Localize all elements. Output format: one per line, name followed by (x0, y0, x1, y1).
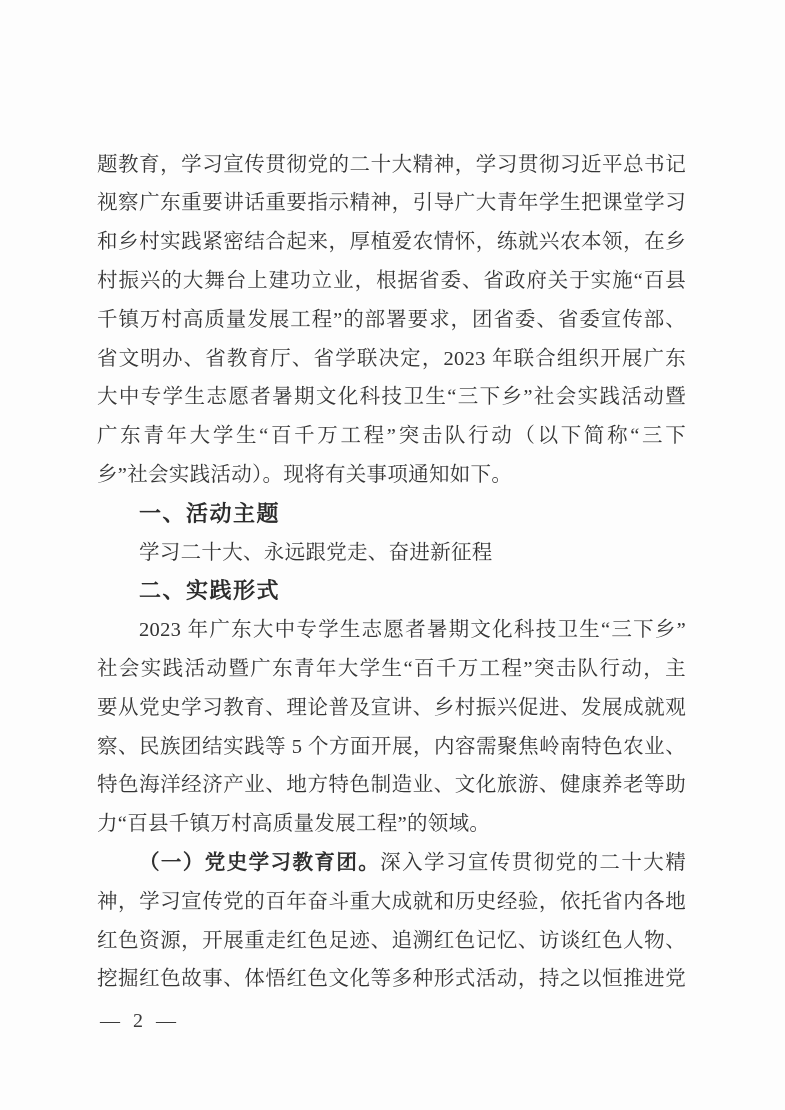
activity-theme-text: 学习二十大、永远跟党走、奋进新征程 (139, 541, 493, 564)
body-line: 和乡村实践紧密结合起来，厚植爱农情怀，练就兴农本领，在乡 (97, 231, 686, 254)
body-line: 乡”社会实践活动）。现将有关事项通知如下。 (97, 463, 513, 486)
body-line: 题教育，学习宣传贯彻党的二十大精神，学习贯彻习近平总书记 (97, 153, 686, 176)
body-line: 挖掘红色故事、体悟红色文化等多种形式活动，持之以恒推进党 (97, 968, 686, 991)
document-body (97, 146, 686, 1000)
body-line: 力“百县千镇万村高质量发展工程”的领域。 (97, 813, 491, 836)
body-line: 千镇万村高质量发展工程”的部署要求，团省委、省委宣传部、 (97, 308, 686, 331)
body-line: 村振兴的大舞台上建功立业，根据省委、省政府关于实施“百县 (97, 269, 686, 292)
body-line: 视察广东重要讲话重要指示精神，引导广大青年学生把课堂学习 (97, 192, 686, 215)
section-heading-activity-theme: 一、活动主题 (139, 500, 281, 526)
item-1-text: 深入学习宣传贯彻党的二十大精 (380, 851, 686, 874)
section-heading-practice-form: 二、实践形式 (139, 578, 281, 604)
body-line: 省文明办、省教育厅、省学联决定，2023 年联合组织开展广东 (97, 347, 686, 370)
body-line-item-1 (97, 844, 686, 883)
body-line: 2023 年广东大中专学生志愿者暑期文化科技卫生“三下乡” (139, 619, 686, 642)
body-line: 大中专学生志愿者暑期文化科技卫生“三下乡”社会实践活动暨 (97, 386, 686, 409)
body-line: 广东青年大学生“百千万工程”突击队行动（以下简称“三下 (97, 425, 686, 448)
body-line: 察、民族团结实践等 5 个方面开展，内容需聚焦岭南特色农业、 (97, 735, 686, 758)
body-line: 要从党史学习教育、理论普及宣讲、乡村振兴促进、发展成就观 (97, 696, 686, 719)
body-line: 特色海洋经济产业、地方特色制造业、文化旅游、健康养老等助 (97, 774, 686, 797)
body-line: 社会实践活动暨广东青年大学生“百千万工程”突击队行动，主 (97, 657, 686, 680)
page-number: — 2 — (100, 1010, 180, 1032)
body-line: 神，学习宣传党的百年奋斗重大成就和历史经验，依托省内各地 (97, 890, 686, 913)
body-line: 红色资源，开展重走红色足迹、追溯红色记忆、访谈红色人物、 (97, 929, 686, 952)
item-1-title: （一）党史学习教育团。 (139, 851, 381, 874)
